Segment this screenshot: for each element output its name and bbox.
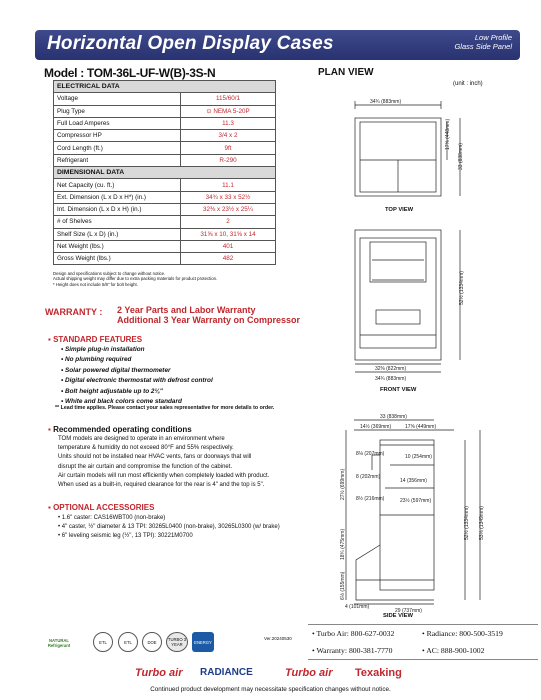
unit-label: (unit : inch) (453, 81, 483, 87)
feature-item: • Digital electronic thermostat with defrost control (61, 377, 213, 385)
dim-front-width: 34¾ (883mm) (375, 376, 407, 382)
page-title: Horizontal Open Display Cases (47, 33, 334, 54)
spec-label: Net Capacity (cu. ft.) (54, 179, 181, 191)
header-subtitle (454, 33, 512, 51)
dim-side-d: 10 (254mm) (405, 454, 432, 460)
turbo-air-logo-2: Turbo air (285, 667, 333, 679)
spec-label: Cord Length (ft.) (54, 142, 181, 154)
brand-logos (0, 664, 541, 684)
spec-label: Plug Type (54, 105, 181, 117)
feature-item: • No plumbing required (61, 356, 132, 364)
dim-side-b: 17⅝ (449mm) (405, 424, 437, 430)
spec-label: Refrigerant (54, 154, 181, 166)
contact-turbo-air: • Turbo Air: 800-627-0032 (312, 629, 395, 638)
optional-item: • 4" caster, ½" diameter & 13 TPI: 30265L0400 (non-brake), 30265L0300 (w/ brake) (58, 524, 280, 531)
standard-features-title: ▪ STANDARD FEATURES (48, 335, 143, 344)
footer-disclaimer: Continued product development may necessitate specification changes without notice. (150, 686, 391, 693)
spec-label: # of Shelves (54, 216, 181, 228)
front-view-label: FRONT VIEW (380, 387, 417, 393)
spec-value: 2 (181, 216, 276, 228)
optional-list (58, 514, 298, 542)
spec-label: Full Load Amperes (54, 117, 181, 129)
dim-side-g: 8½ (216mm) (356, 496, 385, 502)
operating-line: disrupt the air curtain and compromise the function of the cabinet. (58, 463, 233, 470)
texaking-logo: Texaking (355, 667, 402, 679)
dim-side-i: 27½ (699mm) (340, 468, 346, 500)
spec-value: 482 (181, 253, 276, 265)
dim-side-bottom: 29 (737mm) (395, 608, 422, 614)
doe-logo: DOE (142, 632, 162, 652)
radiance-logo: RADIANCE (200, 667, 253, 678)
contact-warranty: • Warranty: 800-381-7770 (312, 646, 393, 655)
dim-side-top: 33 (838mm) (380, 414, 407, 420)
warranty-line-1: 2 Year Parts and Labor Warranty (117, 305, 256, 315)
contact-ac: • AC: 888-900-1002 (422, 646, 485, 655)
spec-value: 11.1 (181, 179, 276, 191)
optional-item: • 1.6" caster: CAS16WBT00 (non-brake) (58, 515, 166, 521)
dim-front-height: 52½ (1334mm) (459, 271, 465, 305)
spec-table (53, 80, 276, 265)
feature-item: • Bolt height adjustable up to 2⅛" (61, 387, 163, 395)
plan-view-label: PLAN VIEW (318, 67, 374, 78)
side-view-label: SIDE VIEW (383, 613, 413, 619)
spec-notes (53, 271, 217, 287)
standard-features-list (61, 345, 213, 407)
spec-value: R-290 (181, 154, 276, 166)
feature-item: • Simple plug-in installation (61, 346, 145, 353)
spec-value: 401 (181, 240, 276, 252)
front-view-drawing (355, 230, 460, 372)
etl-sanitation-logo: ETL (118, 632, 138, 652)
dim-front-inner: 32⅜ (822mm) (375, 366, 407, 372)
turbo-air-logo: Turbo air (135, 667, 183, 679)
certification-logos (40, 628, 280, 658)
feature-item: • White and black colors come standard (61, 398, 182, 406)
spec-label: Gross Weight (lbs.) (54, 253, 181, 265)
dimensional-header: DIMENSIONAL DATA (54, 167, 276, 179)
spec-value: 31⅝ x 10, 31⅝ x 14 (181, 228, 276, 240)
operating-line: When used as a built-in, required clearance for the rear is 4" and the top is 5". (58, 482, 265, 489)
header-banner (35, 30, 520, 60)
spec-label: Int. Dimension (L x D x H) (in.) (54, 203, 181, 215)
note-line: Actual shipping weight may differ due to extra packing materials for product protection. (53, 276, 218, 282)
spec-value: ⊙ NEMA 5-20P (181, 105, 276, 117)
dim-side-m: 52½ (1334mm) (464, 506, 470, 540)
dim-top-width: 34¾ (883mm) (370, 99, 402, 105)
operating-line: Air curtain models will run most efficiently when completely loaded with product. (58, 472, 270, 479)
dim-side-j: 18¾ (475mm) (340, 528, 346, 560)
operating-title: ▪ Recommended operating conditions (48, 425, 192, 434)
optional-item: • 6" leveling seismic leg (½", 13 TPI): 30221M0700 (58, 533, 193, 540)
contact-box (308, 624, 538, 660)
dim-side-k: 6⅛ (155mm) (340, 571, 346, 600)
note-line: * Height does not include 5/8" for bolt height. (53, 281, 138, 287)
optional-title: ▪ OPTIONAL ACCESSORIES (48, 503, 155, 512)
operating-line: Units should not be installed near HVAC vents, fans or doorways that will (58, 454, 252, 461)
top-view-drawing (355, 101, 460, 196)
spec-value: 34¾ x 33 x 52½ (181, 191, 276, 203)
top-view-label: TOP VIEW (385, 207, 414, 213)
spec-label: Shelf Size (L x D) (in.) (54, 228, 181, 240)
spec-value: 9ft (181, 142, 276, 154)
subtitle-line-2: Glass Side Panel (454, 42, 512, 51)
lead-time-note: ** Lead time applies. Please contact your sales representative for more details to order. (55, 405, 275, 411)
contact-radiance: • Radiance: 800-500-3519 (422, 629, 503, 638)
side-view-drawing (346, 420, 480, 604)
spec-label: Compressor HP (54, 130, 181, 142)
dim-side-c: 8⅛ (207mm) (356, 451, 385, 457)
operating-line: temperature & humidity do not exceed 80°F and 55% respectively. (58, 445, 234, 452)
plug-icon: ⊙ (206, 107, 212, 115)
subtitle-line-1: Low Profile (474, 33, 512, 42)
operating-line: TOM models are designed to operate in an environment where (58, 436, 225, 442)
note-line: Design and specifications subject to change without notice. (53, 271, 166, 276)
operating-text (58, 435, 298, 490)
warranty-label: WARRANTY : (45, 307, 103, 317)
spec-value: 32⅜ x 23½ x 25¼ (181, 203, 276, 215)
dim-side-h: 23½ (597mm) (400, 498, 432, 504)
dim-side-f: 14 (356mm) (400, 478, 427, 484)
dim-side-a: 14½ (369mm) (360, 424, 392, 430)
dim-side-n: 53⅛ (1349mm) (479, 506, 485, 540)
spec-label: Net Weight (lbs.) (54, 240, 181, 252)
spec-label: Voltage (54, 93, 181, 105)
spec-label: Ext. Dimension (L x D x H*) (in.) (54, 191, 181, 203)
version-label: Ver.20240530 (264, 636, 292, 641)
dim-side-l: 4 (101mm) (345, 604, 370, 610)
spec-value: 3/4 x 2 (181, 130, 276, 142)
natural-refrigerant-logo: NATURAL Refrigerant (47, 638, 71, 648)
spec-value: 11.3 (181, 117, 276, 129)
dim-top-depth: 33 (838mm) (458, 143, 464, 170)
energy-star-logo: ENERGY (192, 632, 214, 652)
model-label: Model : TOM-36L-UF-W(B)-3S-N (44, 66, 216, 80)
spec-value: 115/60/1 (181, 93, 276, 105)
dim-top-inner: 17⅝ (448mm) (445, 118, 451, 150)
warranty-line-2: Additional 3 Year Warranty on Compressor (117, 315, 301, 325)
etl-logo: ETL (93, 632, 113, 652)
turbo-warranty-logo: TURBO 3 YEAR (166, 632, 188, 652)
feature-item: • Solar powered digital thermometer (61, 366, 171, 374)
dim-side-e: 8 (202mm) (356, 474, 381, 480)
electrical-header: ELECTRICAL DATA (54, 81, 276, 93)
